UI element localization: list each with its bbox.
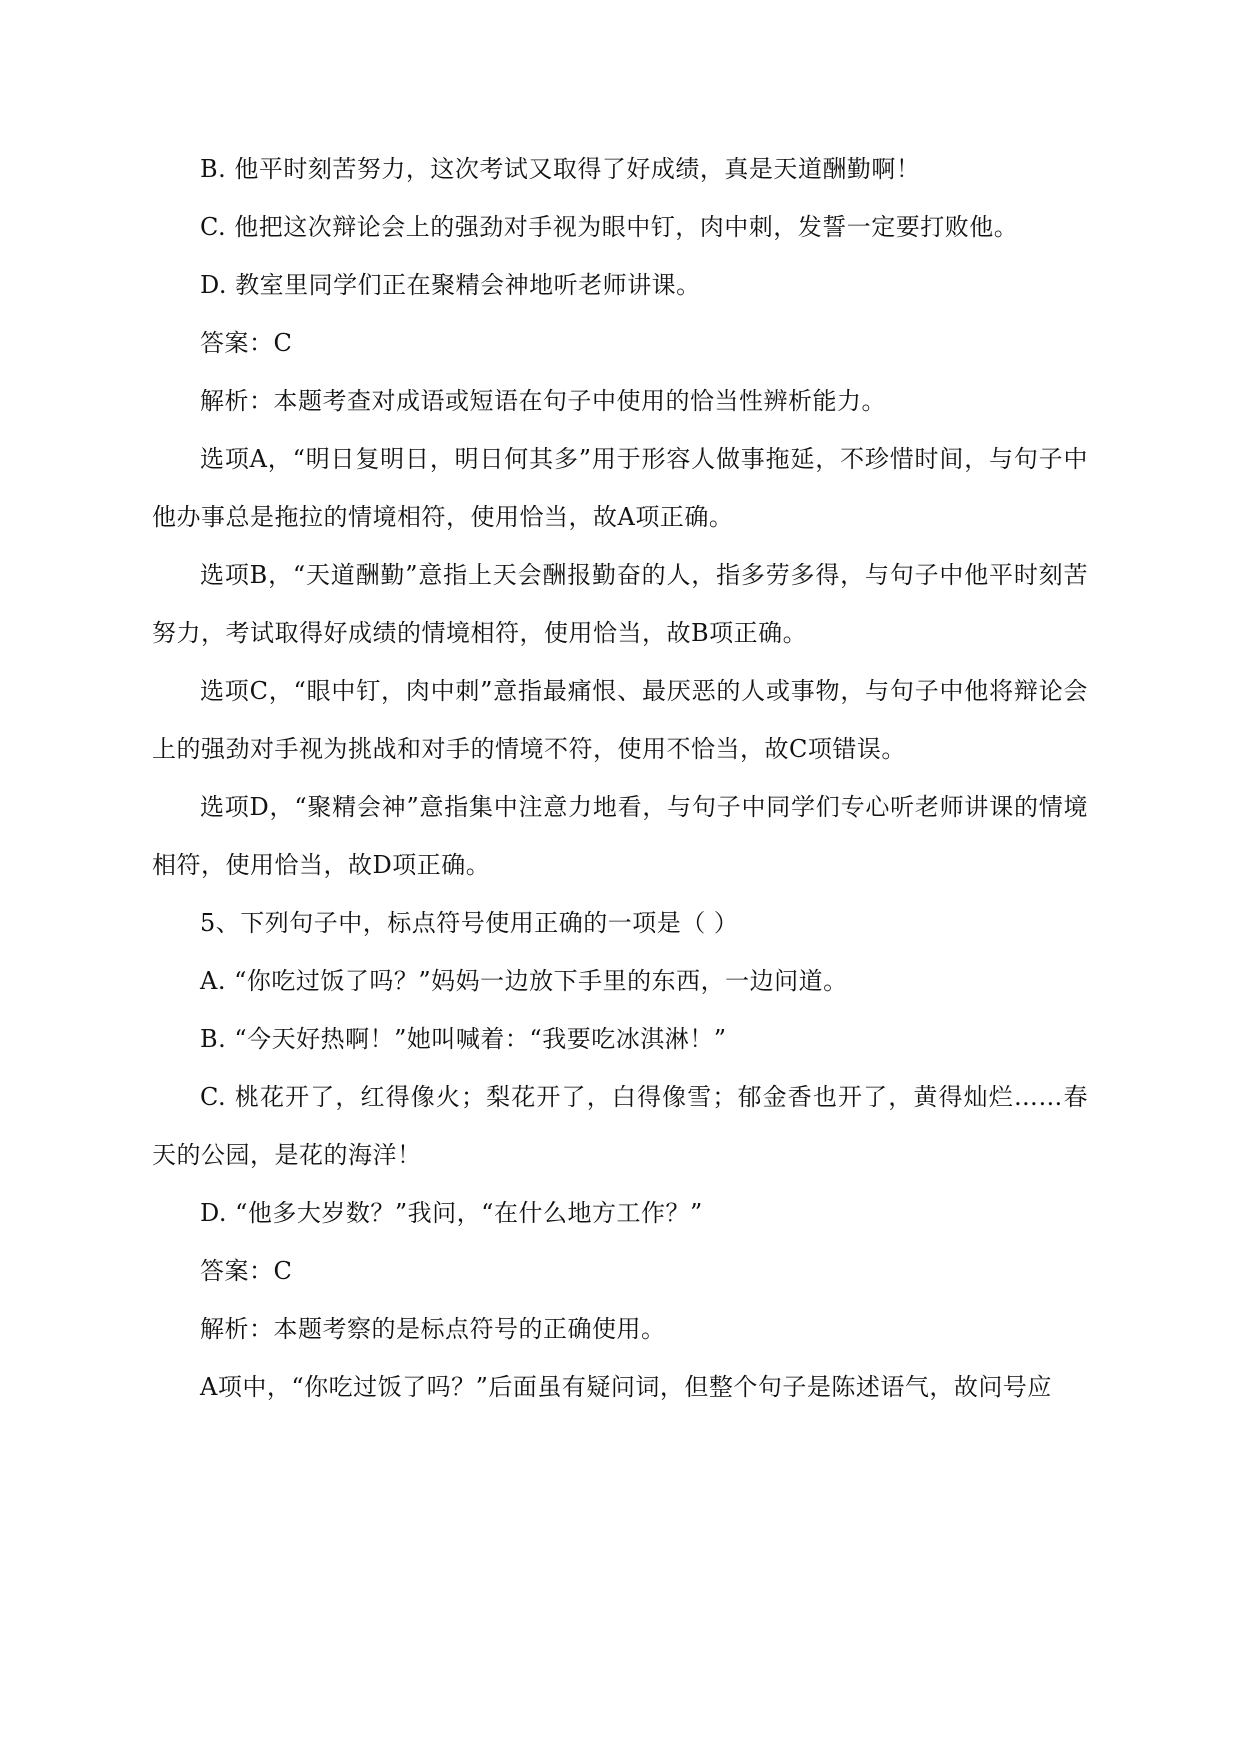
- option-b-paragraph: B. 他平时刻苦努力，这次考试又取得了好成绩，真是天道酬勤啊！: [200, 155, 921, 183]
- question-5-analysis-option-a-paragraph: A项中，“你吃过饭了吗？”后面虽有疑问词，但整个句子是陈述语气，故问号应: [200, 1373, 1052, 1401]
- analysis-option-d-paragraph: 选项D，“聚精会神”意指集中注意力地看，与句子中同学们专心听老师讲课的情境相符，使用恰当，故D项正确。: [152, 793, 1088, 879]
- question-5-paragraph: 5、下列句子中，标点符号使用正确的一项是（ ）: [200, 909, 739, 937]
- option-c-paragraph: C. 他把这次辩论会上的强劲对手视为眼中钉，肉中刺，发誓一定要打败他。: [200, 213, 1019, 241]
- analysis-option-a-paragraph: 选项A，“明日复明日，明日何其多”用于形容人做事拖延，不珍惜时间，与句子中他办事总是拖拉的情境相符，使用恰当，故A项正确。: [152, 445, 1088, 531]
- analysis-paragraph: 解析：本题考查对成语或短语在句子中使用的恰当性辨析能力。: [200, 387, 886, 415]
- option-d-paragraph: D. 教室里同学们正在聚精会神地听老师讲课。: [200, 271, 701, 299]
- question-5-option-c-paragraph: C. 桃花开了，红得像火；梨花开了，白得像雪；郁金香也开了，黄得灿烂……春天的公园，是花的海洋！: [152, 1083, 1088, 1169]
- answer-paragraph: 答案：C: [200, 329, 293, 357]
- question-5-option-d-paragraph: D. “他多大岁数？”我问，“在什么地方工作？”: [200, 1199, 703, 1227]
- question-5-option-a-paragraph: A. “你吃过饭了吗？”妈妈一边放下手里的东西，一边问道。: [200, 967, 848, 995]
- question-5-answer-paragraph: 答案：C: [200, 1257, 293, 1285]
- question-5-option-b-paragraph: B. “今天好热啊！”她叫喊着：“我要吃冰淇淋！”: [200, 1025, 727, 1053]
- analysis-option-b-paragraph: 选项B，“天道酬勤”意指上天会酬报勤奋的人，指多劳多得，与句子中他平时刻苦努力，考试取得好成绩的情境相符，使用恰当，故B项正确。: [152, 561, 1088, 647]
- question-5-analysis-paragraph: 解析：本题考察的是标点符号的正确使用。: [200, 1315, 666, 1343]
- analysis-option-c-paragraph: 选项C，“眼中钉，肉中刺”意指最痛恨、最厌恶的人或事物，与句子中他将辩论会上的强劲对手视为挑战和对手的情境不符，使用不恰当，故C项错误。: [152, 677, 1088, 763]
- document-body: [152, 140, 1088, 1416]
